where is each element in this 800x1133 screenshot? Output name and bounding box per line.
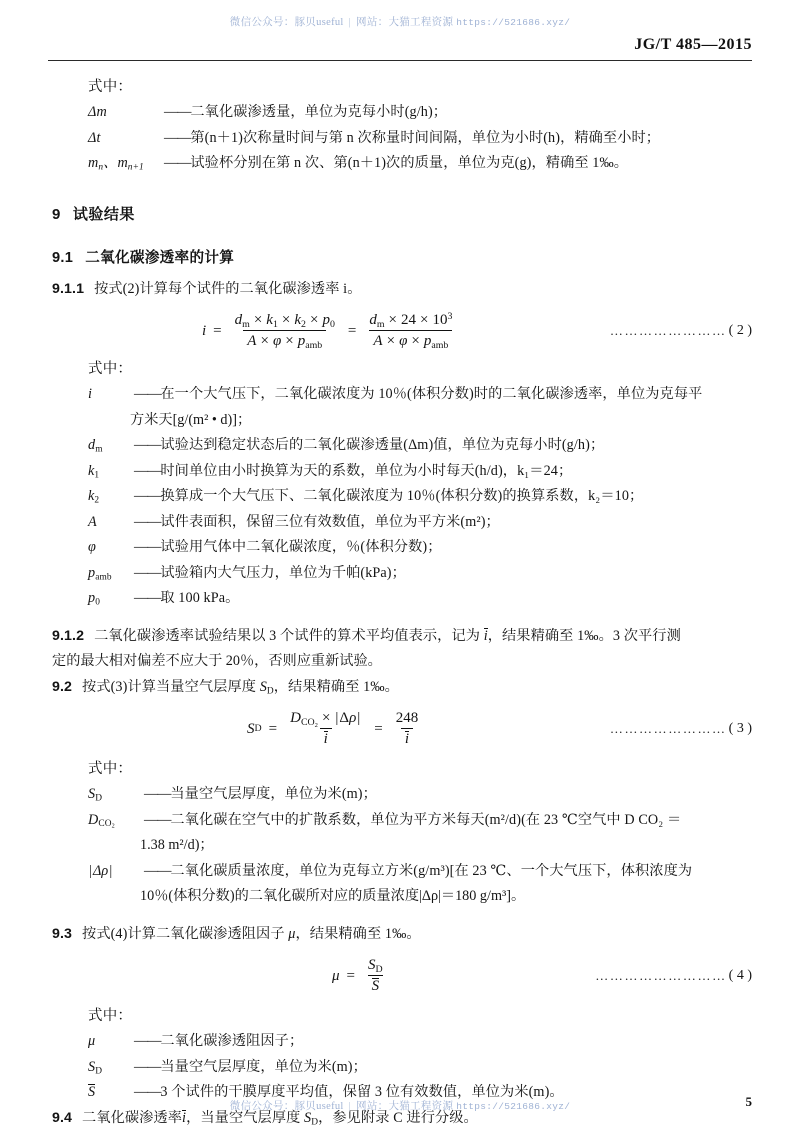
legend-text-delta-rho-cont: 10％(体积分数)的二氧化碳所对应的质量浓度|Δρ|＝180 g/m³]。 <box>140 888 526 904</box>
clause-9-3-number: 9.3 <box>52 925 73 942</box>
formula-2-number: ( 2 ) <box>728 323 752 338</box>
clause-9-1-1-number: 9.1.1 <box>52 280 85 297</box>
watermark-bottom-separator: | <box>348 1101 352 1112</box>
legend-item-delta-m <box>88 100 752 126</box>
paragraph-clause-9-4: 9.4 二氧化碳渗透率i，当量空气层厚度 $S_D$，参见附录 C 进行分级。 <box>52 1109 478 1128</box>
clause-9-title: 试验结果 <box>72 205 135 223</box>
clause-9-1-title: 二氧化碳渗透率的计算 <box>85 249 235 266</box>
symbol-dm: $d_m$ <box>88 437 103 455</box>
legend-item-phi <box>88 535 752 561</box>
paragraph-clause-9-3: 9.3 按式(4)计算二氧化碳渗透阻因子 μ，结果精确至 1‰。 <box>52 925 421 942</box>
formula-2-row <box>52 312 752 350</box>
watermark-site-label: 网站： <box>356 17 389 28</box>
formula-4-tail <box>389 968 752 984</box>
heading-clause-9 <box>52 203 752 224</box>
watermark-bottom <box>0 1098 800 1113</box>
clause-9-3-text-b: ，结果精确至 1‰。 <box>295 925 421 942</box>
legend-text-sd-2: ——当量空气层厚度，单位为米(m)； <box>134 1058 367 1075</box>
watermark-wechat-label: 微信公众号： <box>229 17 295 28</box>
legend-item-mn <box>88 151 752 177</box>
paragraph-clause-9-1-1 <box>52 277 752 303</box>
page-number: 5 <box>745 1094 752 1109</box>
legend-item-dco2 <box>88 808 752 834</box>
document-body <box>52 74 752 1131</box>
symbol-pamb: $p_{amb}$ <box>88 564 112 583</box>
legend-item-k1 <box>88 459 752 485</box>
legend-text-phi: ——试验用气体中二氧化碳浓度，％(体积分数)； <box>134 539 442 555</box>
legend-text-dco2: ——二氧化碳在空气中的扩散系数，单位为平方米每天(m²/d)(在 23 ℃空气中 D CO₂ ＝ <box>144 811 682 828</box>
formula-3-fraction-left: $\frac{D_{CO_2} \times |\Delta\rho|}{i}$ <box>290 710 361 747</box>
clause-9-4-number: 9.4 <box>52 1109 73 1126</box>
running-header-standard-code: JG/T 485—2015 <box>634 36 752 53</box>
watermark-bottom-wechat-name: 豚贝useful <box>294 1101 344 1112</box>
symbol-dco2: $D_{CO_2}$ <box>88 811 115 830</box>
clause-9-3-text-a: 按式(4)计算二氧化碳渗透阻因子 <box>82 925 289 942</box>
legend-item-a <box>88 510 752 536</box>
clause-9-4-text-b: ，当量空气层厚度 <box>186 1109 305 1126</box>
formula-3-row <box>52 710 752 748</box>
clause-9-number: 9 <box>52 205 61 223</box>
symbol-delta-rho: |Δρ| <box>89 862 113 879</box>
clause-9-4-text-a: 二氧化碳渗透率 <box>82 1109 183 1126</box>
legend-item-i <box>88 382 752 408</box>
formula-3-tail <box>424 721 752 737</box>
clause-9-1-2-line2: 定的最大相对偏差不应大于 20％，否则应重新试验。 <box>52 653 382 669</box>
heading-clause-9-1 <box>52 246 752 267</box>
watermark-bottom-wechat-label: 微信公众号： <box>229 1101 295 1112</box>
legend-label-formula-4: 式中： <box>88 1008 133 1024</box>
legend-item-p0 <box>88 586 752 612</box>
watermark-url: https://521686.xyz/ <box>456 17 571 28</box>
legend-text-p0: ——取 100 kPa。 <box>134 590 240 606</box>
legend-item-dm <box>88 433 752 459</box>
legend-text-delta-t: ——第(n＋1)次称量时间与第 n 次称量时间间隔，单位为小时(h)，精确至小时； <box>164 129 661 146</box>
formula-2-fraction-left: $\frac{d_m \times k_1 \times k_2 \times p_0}{A \times \varphi \times p_{amb}}$ <box>234 312 335 351</box>
clause-9-1-2-text-2: ，结果精确至 1‰。3 次平行测 <box>487 627 681 644</box>
legend-label-formula-2: 式中： <box>88 361 133 377</box>
symbol-mu: μ <box>88 1033 96 1049</box>
legend-item-delta-rho <box>88 859 752 885</box>
symbol-sd-2: $S_D$ <box>88 1058 103 1077</box>
header-rule <box>48 60 752 61</box>
watermark-site-name: 大猫工程资源 <box>388 17 454 28</box>
legend-label-formula-3: 式中： <box>88 761 133 777</box>
symbol-phi: φ <box>88 539 96 555</box>
legend-text-i-cont: 方米天[g/(m² • d)]； <box>130 411 252 428</box>
formula-4-fraction: $\frac{S_D}{S}$ <box>368 957 383 994</box>
symbol-k2: $k_2$ <box>88 488 100 506</box>
clause-9-4-text-c: ，参见附录 C 进行分级。 <box>318 1109 478 1126</box>
legend-item-sd <box>88 782 752 808</box>
formula-4: μ = $\frac{S_D}{S}$ <box>332 957 389 995</box>
clause-9-1-2-number: 9.1.2 <box>52 627 85 644</box>
legend-item-pamb <box>88 561 752 587</box>
legend-text-mn: ——试验杯分别在第 n 次、第(n＋1)次的质量，单位为克(g)，精确至 1‰。 <box>164 155 629 171</box>
clause-9-1-number: 9.1 <box>52 249 74 266</box>
symbol-p0: $p_0$ <box>88 590 100 608</box>
legend-text-delta-m: ——二氧化碳渗透量，单位为克每小时(g/h)； <box>164 104 448 120</box>
formula-2-leader: …………………… <box>609 323 727 338</box>
watermark-bottom-site-label: 网站： <box>356 1101 389 1112</box>
symbol-sd: $S_D$ <box>88 786 103 804</box>
legend-text-k1: ——时间单位由小时换算为天的系数，单位为小时每天(h/d)，k₁＝24； <box>134 462 573 479</box>
formula-4-leader: ……………………… <box>595 968 727 983</box>
legend-item-k2 <box>88 484 752 510</box>
formula-2-tail <box>458 323 752 339</box>
formula-3-leader: …………………… <box>609 721 727 736</box>
clause-9-1-1-text: 按式(2)计算每个试件的二氧化碳渗透率 i。 <box>94 280 362 297</box>
watermark-bottom-url: https://521686.xyz/ <box>456 1101 571 1112</box>
legend-text-mu: ——二氧化碳渗透阻因子； <box>134 1033 304 1049</box>
clause-9-2-number: 9.2 <box>52 678 73 695</box>
symbol-mn-mn1: $m_n$、$m_{n+1}$ <box>88 155 144 173</box>
symbol-k1: $k_1$ <box>88 462 100 481</box>
symbol-delta-m: Δm <box>88 104 107 120</box>
formula-3-number: ( 3 ) <box>728 721 752 736</box>
formula-2: i = $\frac{d_m \times k_1 \times k_2 \times p_0}{A \times \varphi \times p_{amb}}$ = $\frac{d_m \times 24 \times 10^3}{A \times \varphi \times p_{amb}}$ <box>202 312 458 350</box>
legend-text-dco2-cont: 1.38 m²/d)； <box>140 837 214 853</box>
legend-text-k2: ——换算成一个大气压下、二氧化碳浓度为 10％(体积分数)的换算系数，k₂＝10； <box>134 488 644 504</box>
symbol-sbar: S <box>88 1084 96 1100</box>
legend-text-a: ——试件表面积，保留三位有效数值，单位为平方米(m²)； <box>134 513 500 530</box>
paragraph-clause-9-2: 9.2 按式(3)计算当量空气层厚度 $S_D$，结果精确至 1‰。 <box>52 678 399 697</box>
formula-2-fraction-right: $\frac{d_m \times 24 \times 10^3}{A \times \varphi \times p_{amb}}$ <box>369 311 453 351</box>
legend-label-top: 式中： <box>88 79 133 95</box>
symbol-delta-t: Δt <box>88 129 101 146</box>
symbol-a: A <box>88 513 97 530</box>
watermark-wechat-name: 豚贝useful <box>294 17 344 28</box>
formula-4-row <box>52 957 752 995</box>
clause-9-2-text-b: ，结果精确至 1‰。 <box>273 678 399 695</box>
legend-text-sbar: ——3 个试件的干膜厚度平均值，保留 3 位有效数值，单位为米(m)。 <box>134 1084 564 1100</box>
legend-item-sd-2 <box>88 1055 752 1081</box>
clause-9-1-2-text-1: 二氧化碳渗透率试验结果以 3 个试件的算术平均值表示，记为 <box>94 627 484 644</box>
clause-9-2-text-a: 按式(3)计算当量空气层厚度 <box>82 678 260 695</box>
symbol-i: i <box>88 386 93 402</box>
formula-3-fraction-right: $\frac{248}{i}$ <box>395 710 419 747</box>
formula-3: S D = $\frac{D_{CO_2} \times |\Delta\rho|}{i}$ = $\frac{248}{i}$ <box>247 710 424 748</box>
legend-text-dm: ——试验达到稳定状态后的二氧化碳渗透量(Δm)值，单位为克每小时(g/h)； <box>134 437 605 453</box>
legend-item-delta-t <box>88 126 752 152</box>
watermark-top <box>0 14 800 29</box>
legend-item-mu <box>88 1029 752 1055</box>
legend-text-delta-rho: ——二氧化碳质量浓度，单位为克每立方米(g/m³)[在 23 ℃、一个大气压下，体积浓度为 <box>144 862 693 879</box>
legend-text-pamb: ——试验箱内大气压力，单位为千帕(kPa)； <box>134 564 406 581</box>
watermark-separator: | <box>348 17 352 28</box>
formula-4-number: ( 4 ) <box>728 968 752 983</box>
paragraph-clause-9-1-2: 9.1.2 二氧化碳渗透率试验结果以 3 个试件的算术平均值表示，记为 i，结果精确至 1‰。3 次平行测 <box>52 627 681 644</box>
watermark-bottom-site-name: 大猫工程资源 <box>388 1101 454 1112</box>
legend-text-sd: ——当量空气层厚度，单位为米(m)； <box>144 786 377 802</box>
legend-text-i: ——在一个大气压下，二氧化碳浓度为 10％(体积分数)时的二氧化碳渗透率，单位为克每平 <box>134 386 703 402</box>
